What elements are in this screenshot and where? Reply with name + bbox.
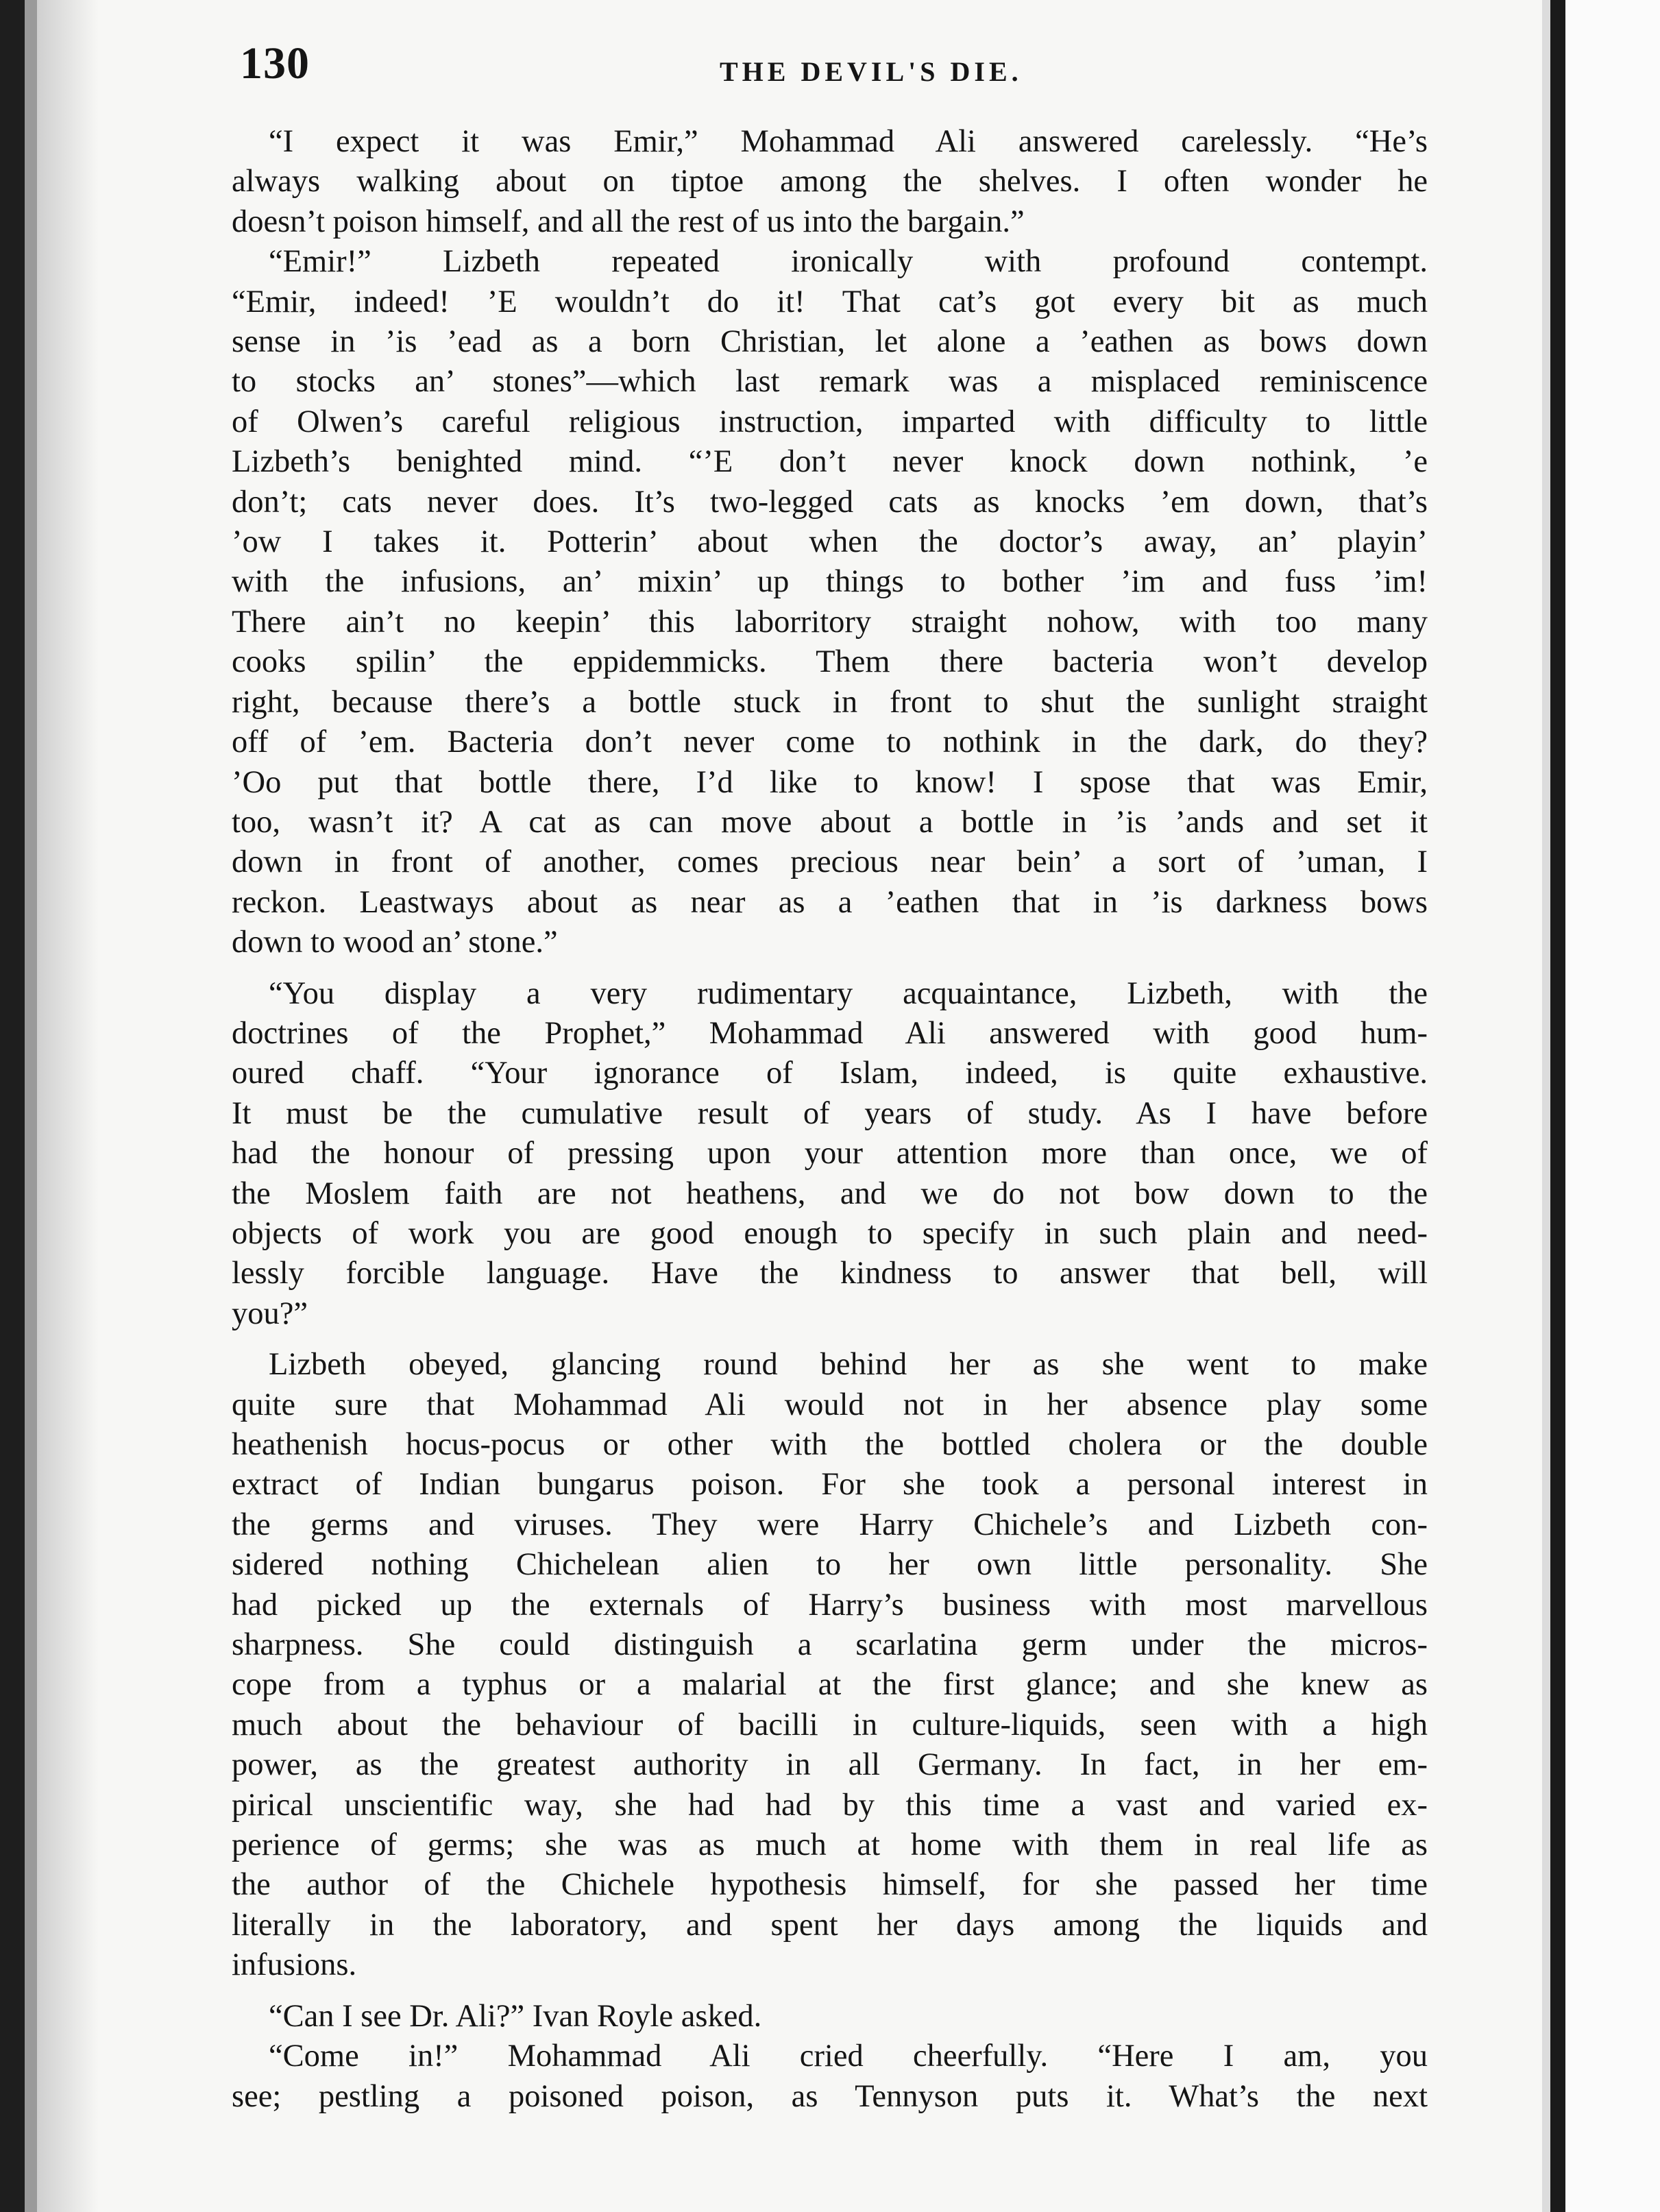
text-line: “Can I see Dr. Ali?” Ivan Royle asked. bbox=[269, 1998, 762, 2034]
text-line: the author of the Chichele hypothesis himself, for she passed her time bbox=[232, 1867, 1428, 1903]
text-line: Lizbeth obeyed, glancing round behind her as she went to make bbox=[269, 1347, 1428, 1383]
page-header bbox=[240, 38, 1426, 99]
text-line: right, because there’s a bottle stuck in front to shut the sunlight straight bbox=[232, 684, 1428, 720]
text-line: ’ow I takes it. Potterin’ about when the doctor’s away, an’ playin’ bbox=[232, 524, 1428, 560]
text-line: cooks spilin’ the eppidemmicks. Them there bacteria won’t develop bbox=[232, 644, 1428, 680]
text-line: lessly forcible language. Have the kindness to answer that bell, will bbox=[232, 1256, 1428, 1291]
text-line: doctrines of the Prophet,” Mohammad Ali answered with good hum- bbox=[232, 1015, 1428, 1051]
text-line: you?” bbox=[232, 1296, 308, 1331]
running-title: THE DEVIL'S DIE. bbox=[720, 56, 1023, 87]
text-line: to stocks an’ stones”—which last remark was a misplaced reminiscence bbox=[232, 364, 1428, 400]
text-line: power, as the greatest authority in all Germany. In fact, in her em- bbox=[232, 1747, 1428, 1783]
text-line: “You display a very rudimentary acquaintance, Lizbeth, with the bbox=[269, 975, 1428, 1011]
scan-border-right bbox=[1550, 0, 1565, 2212]
page-gutter-shadow bbox=[37, 0, 99, 2212]
text-line: “Come in!” Mohammad Ali cried cheerfully. “Here I am, you bbox=[269, 2039, 1428, 2074]
scan-margin-right bbox=[1565, 0, 1660, 2212]
text-line: doesn’t poison himself, and all the rest of us into the bargain.” bbox=[232, 204, 1025, 239]
text-line: “Emir, indeed! ’E wouldn’t do it! That cat’s got every bit as much bbox=[232, 284, 1428, 319]
text-line: objects of work you are good enough to specify in such plain and need- bbox=[232, 1215, 1428, 1251]
text-line: infusions. bbox=[232, 1947, 357, 1983]
text-line: There ain’t no keepin’ this laborritory straight nohow, with too many bbox=[232, 604, 1428, 640]
text-line: see; pestling a poisoned poison, as Tennyson puts it. What’s the next bbox=[232, 2078, 1428, 2114]
text-line: down to wood an’ stone.” bbox=[232, 925, 558, 960]
text-line: oured chaff. “Your ignorance of Islam, indeed, is quite exhaustive. bbox=[232, 1056, 1428, 1091]
text-line: “I expect it was Emir,” Mohammad Ali answered carelessly. “He’s bbox=[269, 124, 1428, 159]
text-line: the Moslem faith are not heathens, and we do not bow down to the bbox=[232, 1176, 1428, 1211]
text-line: the germs and viruses. They were Harry Chichele’s and Lizbeth con- bbox=[232, 1507, 1428, 1542]
text-line: sidered nothing Chichelean alien to her own little personality. She bbox=[232, 1547, 1428, 1583]
text-line: “Emir!” Lizbeth repeated ironically with profound contempt. bbox=[269, 244, 1428, 280]
text-line: reckon. Leastways about as near as a ’eathen that in ’is darkness bows bbox=[232, 884, 1428, 920]
text-line: of Olwen’s careful religious instruction, imparted with difficulty to little bbox=[232, 404, 1428, 439]
text-line: much about the behaviour of bacilli in culture-liquids, seen with a high bbox=[232, 1707, 1428, 1742]
text-line: down in front of another, comes precious near bein’ a sort of ’uman, I bbox=[232, 844, 1428, 880]
text-line: off of ’em. Bacteria don’t never come to nothink in the dark, do they? bbox=[232, 725, 1428, 760]
text-line: perience of germs; she was as much at home with them in real life as bbox=[232, 1827, 1428, 1863]
text-line: with the infusions, an’ mixin’ up things to bother ’im and fuss ’im! bbox=[232, 564, 1428, 600]
text-line: don’t; cats never does. It’s two-legged cats as knocks ’em down, that’s bbox=[232, 484, 1428, 520]
text-line: cope from a typhus or a malarial at the first glance; and she knew as bbox=[232, 1667, 1428, 1703]
text-line: pirical unscientific way, she had had by this time a vast and varied ex- bbox=[232, 1787, 1428, 1823]
text-line: too, wasn’t it? A cat as can move about a bottle in ’is ’ands and set it bbox=[232, 804, 1428, 840]
scan-border-left bbox=[0, 0, 25, 2212]
text-line: had picked up the externals of Harry’s business with most marvellous bbox=[232, 1587, 1428, 1622]
scan-border-left-shade bbox=[25, 0, 37, 2212]
text-line: literally in the laboratory, and spent her days among the liquids and bbox=[232, 1907, 1428, 1943]
body-text bbox=[232, 122, 1428, 2117]
text-line: quite sure that Mohammad Ali would not in her absence play some bbox=[232, 1387, 1428, 1422]
text-line: It must be the cumulative result of years of study. As I have before bbox=[232, 1095, 1428, 1131]
text-line: heathenish hocus-pocus or other with the bottled cholera or the double bbox=[232, 1427, 1428, 1462]
text-line: sense in ’is ’ead as a born Christian, let alone a ’eathen as bows down bbox=[232, 324, 1428, 360]
text-line: ’Oo put that bottle there, I’d like to know! I spose that was Emir, bbox=[232, 764, 1428, 800]
text-line: had the honour of pressing upon your attention more than once, we of bbox=[232, 1136, 1428, 1171]
page-number: 130 bbox=[240, 38, 310, 88]
text-line: extract of Indian bungarus poison. For she took a personal interest in bbox=[232, 1467, 1428, 1503]
text-line: always walking about on tiptoe among the shelves. I often wonder he bbox=[232, 164, 1428, 199]
text-line: sharpness. She could distinguish a scarlatina germ under the micros- bbox=[232, 1627, 1428, 1663]
text-line: Lizbeth’s benighted mind. “’E don’t never knock down nothink, ’e bbox=[232, 444, 1428, 480]
